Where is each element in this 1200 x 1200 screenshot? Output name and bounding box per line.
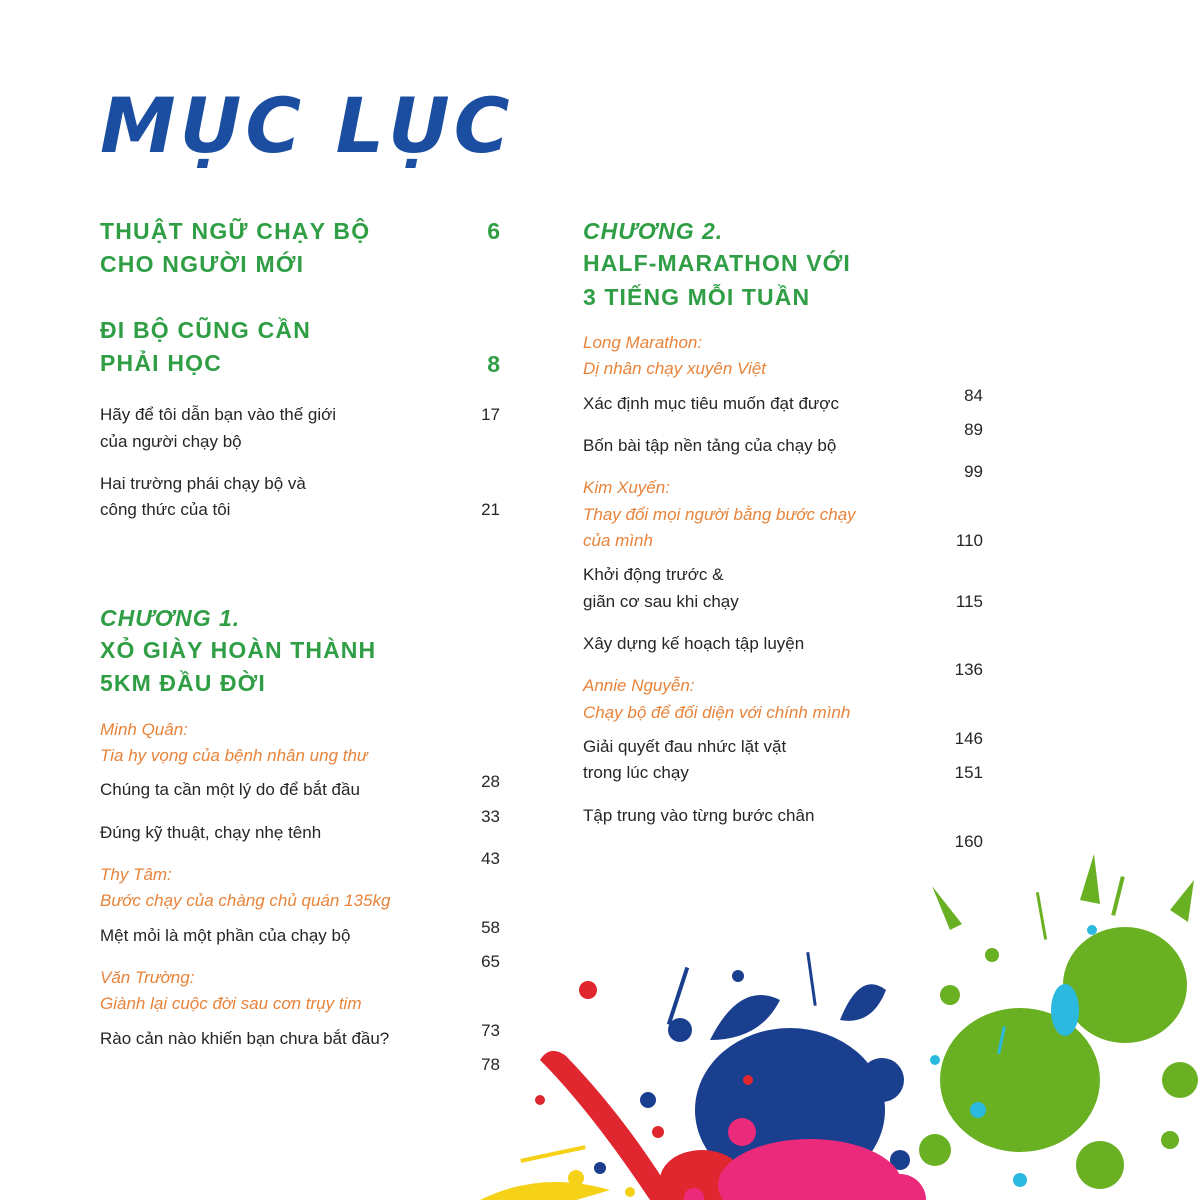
entry-person-name: Annie Nguyễn:	[583, 676, 695, 696]
entry-line1: Xác định mục tiêu muốn đạt được	[583, 393, 839, 413]
toc-entry[interactable]	[583, 803, 983, 852]
entry-page: 115	[955, 591, 983, 611]
entry-page: 21	[481, 500, 500, 520]
chapter-title-line2: 5KM ĐẦU ĐỜI	[100, 670, 266, 697]
entry-page: 28	[481, 772, 500, 792]
entry-line2: trong lúc chạy	[583, 763, 689, 783]
spacer	[100, 701, 500, 717]
entry-page: 58	[481, 917, 500, 937]
entry-page: 146	[954, 729, 983, 748]
chapter-heading-2[interactable]	[583, 215, 983, 314]
toc-entry[interactable]	[100, 777, 500, 826]
entry-person-name: Minh Quân:	[100, 719, 188, 739]
entry-page: 151	[954, 763, 983, 783]
entry-line1: Khởi động trước &	[583, 565, 724, 585]
entry-line1: Thay đổi mọi người bằng bước chạy	[583, 504, 856, 524]
spacer	[100, 288, 500, 314]
major-entry-page: 6	[487, 218, 500, 244]
toc-entry[interactable]	[583, 562, 983, 615]
entry-page: 99	[964, 462, 983, 482]
entry-line1: Giành lại cuộc đời sau cơn trụy tim	[100, 994, 362, 1014]
chapter-label: CHƯƠNG 2.	[583, 218, 724, 244]
entry-page: 33	[481, 806, 500, 826]
toc-right-column	[583, 215, 983, 852]
chapter-heading-1[interactable]	[100, 602, 500, 701]
entry-page: 110	[955, 530, 983, 550]
entry-person-name: Long Marathon:	[583, 332, 703, 352]
spacer	[100, 540, 500, 602]
major-entry-line2: CHO NGƯỜI MỚI	[100, 251, 305, 278]
major-entry-page: 8	[487, 350, 500, 377]
toc-entry[interactable]	[100, 1026, 500, 1075]
toc-entry[interactable]	[100, 923, 500, 972]
toc-major-entry[interactable]	[100, 215, 500, 282]
chapter-title-line1: HALF-MARATHON VỚI	[583, 250, 851, 277]
toc-entry[interactable]	[583, 631, 983, 680]
entry-line1: Xây dựng kế hoạch tập luyện	[583, 633, 805, 653]
toc-entry[interactable]	[583, 475, 983, 554]
entry-line1: Dị nhân chạy xuyên Việt	[583, 359, 767, 379]
toc-left-column	[100, 215, 500, 1075]
entry-page: 73	[481, 1020, 500, 1040]
entry-line1: Tia hy vọng của bệnh nhân ung thư	[100, 745, 368, 765]
entry-person-name: Văn Trường:	[100, 968, 195, 988]
entry-line2: công thức của tôi	[100, 500, 231, 520]
entry-page: 160	[954, 832, 983, 852]
entry-page: 65	[481, 952, 500, 972]
entry-line1: Mệt mỏi là một phần của chạy bộ	[100, 925, 351, 945]
entry-line2: giãn cơ sau khi chạy	[583, 591, 739, 611]
page-title: MỤC LỤC	[100, 81, 514, 170]
entry-person-name: Thy Tâm:	[100, 865, 172, 884]
entry-line1: Bước chạy của chàng chủ quán 135kg	[100, 891, 391, 911]
spacer	[583, 314, 983, 330]
entry-line1: Bốn bài tập nền tảng của chạy bộ	[583, 435, 837, 455]
major-entry-line1: ĐI BỘ CŨNG CẦN	[100, 316, 312, 343]
entry-line2: của mình	[583, 530, 653, 550]
entry-page: 136	[954, 660, 983, 680]
toc-entry[interactable]	[583, 433, 983, 482]
entry-page: 89	[964, 419, 983, 439]
entry-line2: của người chạy bộ	[100, 431, 242, 451]
entry-page: 43	[481, 849, 500, 868]
chapter-title-line2: 3 TIẾNG MỖI TUẦN	[583, 283, 811, 310]
toc-major-entry[interactable]	[100, 314, 500, 381]
major-entry-line2: PHẢI HỌC	[100, 350, 223, 377]
entry-line1: Đúng kỹ thuật, chạy nhẹ tênh	[100, 822, 322, 842]
entry-person-name: Kim Xuyến:	[583, 478, 670, 498]
toc-entry[interactable]	[100, 471, 500, 524]
toc-entry[interactable]	[583, 391, 983, 439]
entry-line1: Hai trường phái chạy bộ và	[100, 474, 306, 494]
entry-line1: Tập trung vào từng bước chân	[583, 805, 815, 825]
entry-page: 78	[481, 1055, 500, 1075]
toc-entry[interactable]	[100, 820, 500, 868]
chapter-title-line1: XỎ GIÀY HOÀN THÀNH	[100, 636, 377, 663]
entry-line1: Chạy bộ để đối diện với chính mình	[583, 702, 851, 722]
entry-page: 17	[481, 405, 500, 425]
toc-entry[interactable]	[100, 402, 500, 455]
entry-page: 84	[964, 385, 983, 405]
major-entry-line1: THUẬT NGỮ CHẠY BỘ	[100, 218, 371, 244]
entry-line1: Rào cản nào khiến bạn chưa bắt đầu?	[100, 1028, 390, 1048]
toc-entry[interactable]	[583, 734, 983, 787]
entry-line1: Hãy để tôi dẫn bạn vào thế giới	[100, 405, 337, 425]
spacer	[100, 386, 500, 402]
entry-line1: Giải quyết đau nhức lặt vặt	[583, 737, 787, 756]
chapter-label: CHƯƠNG 1.	[100, 604, 241, 631]
entry-line1: Chúng ta cần một lý do để bắt đầu	[100, 780, 360, 800]
